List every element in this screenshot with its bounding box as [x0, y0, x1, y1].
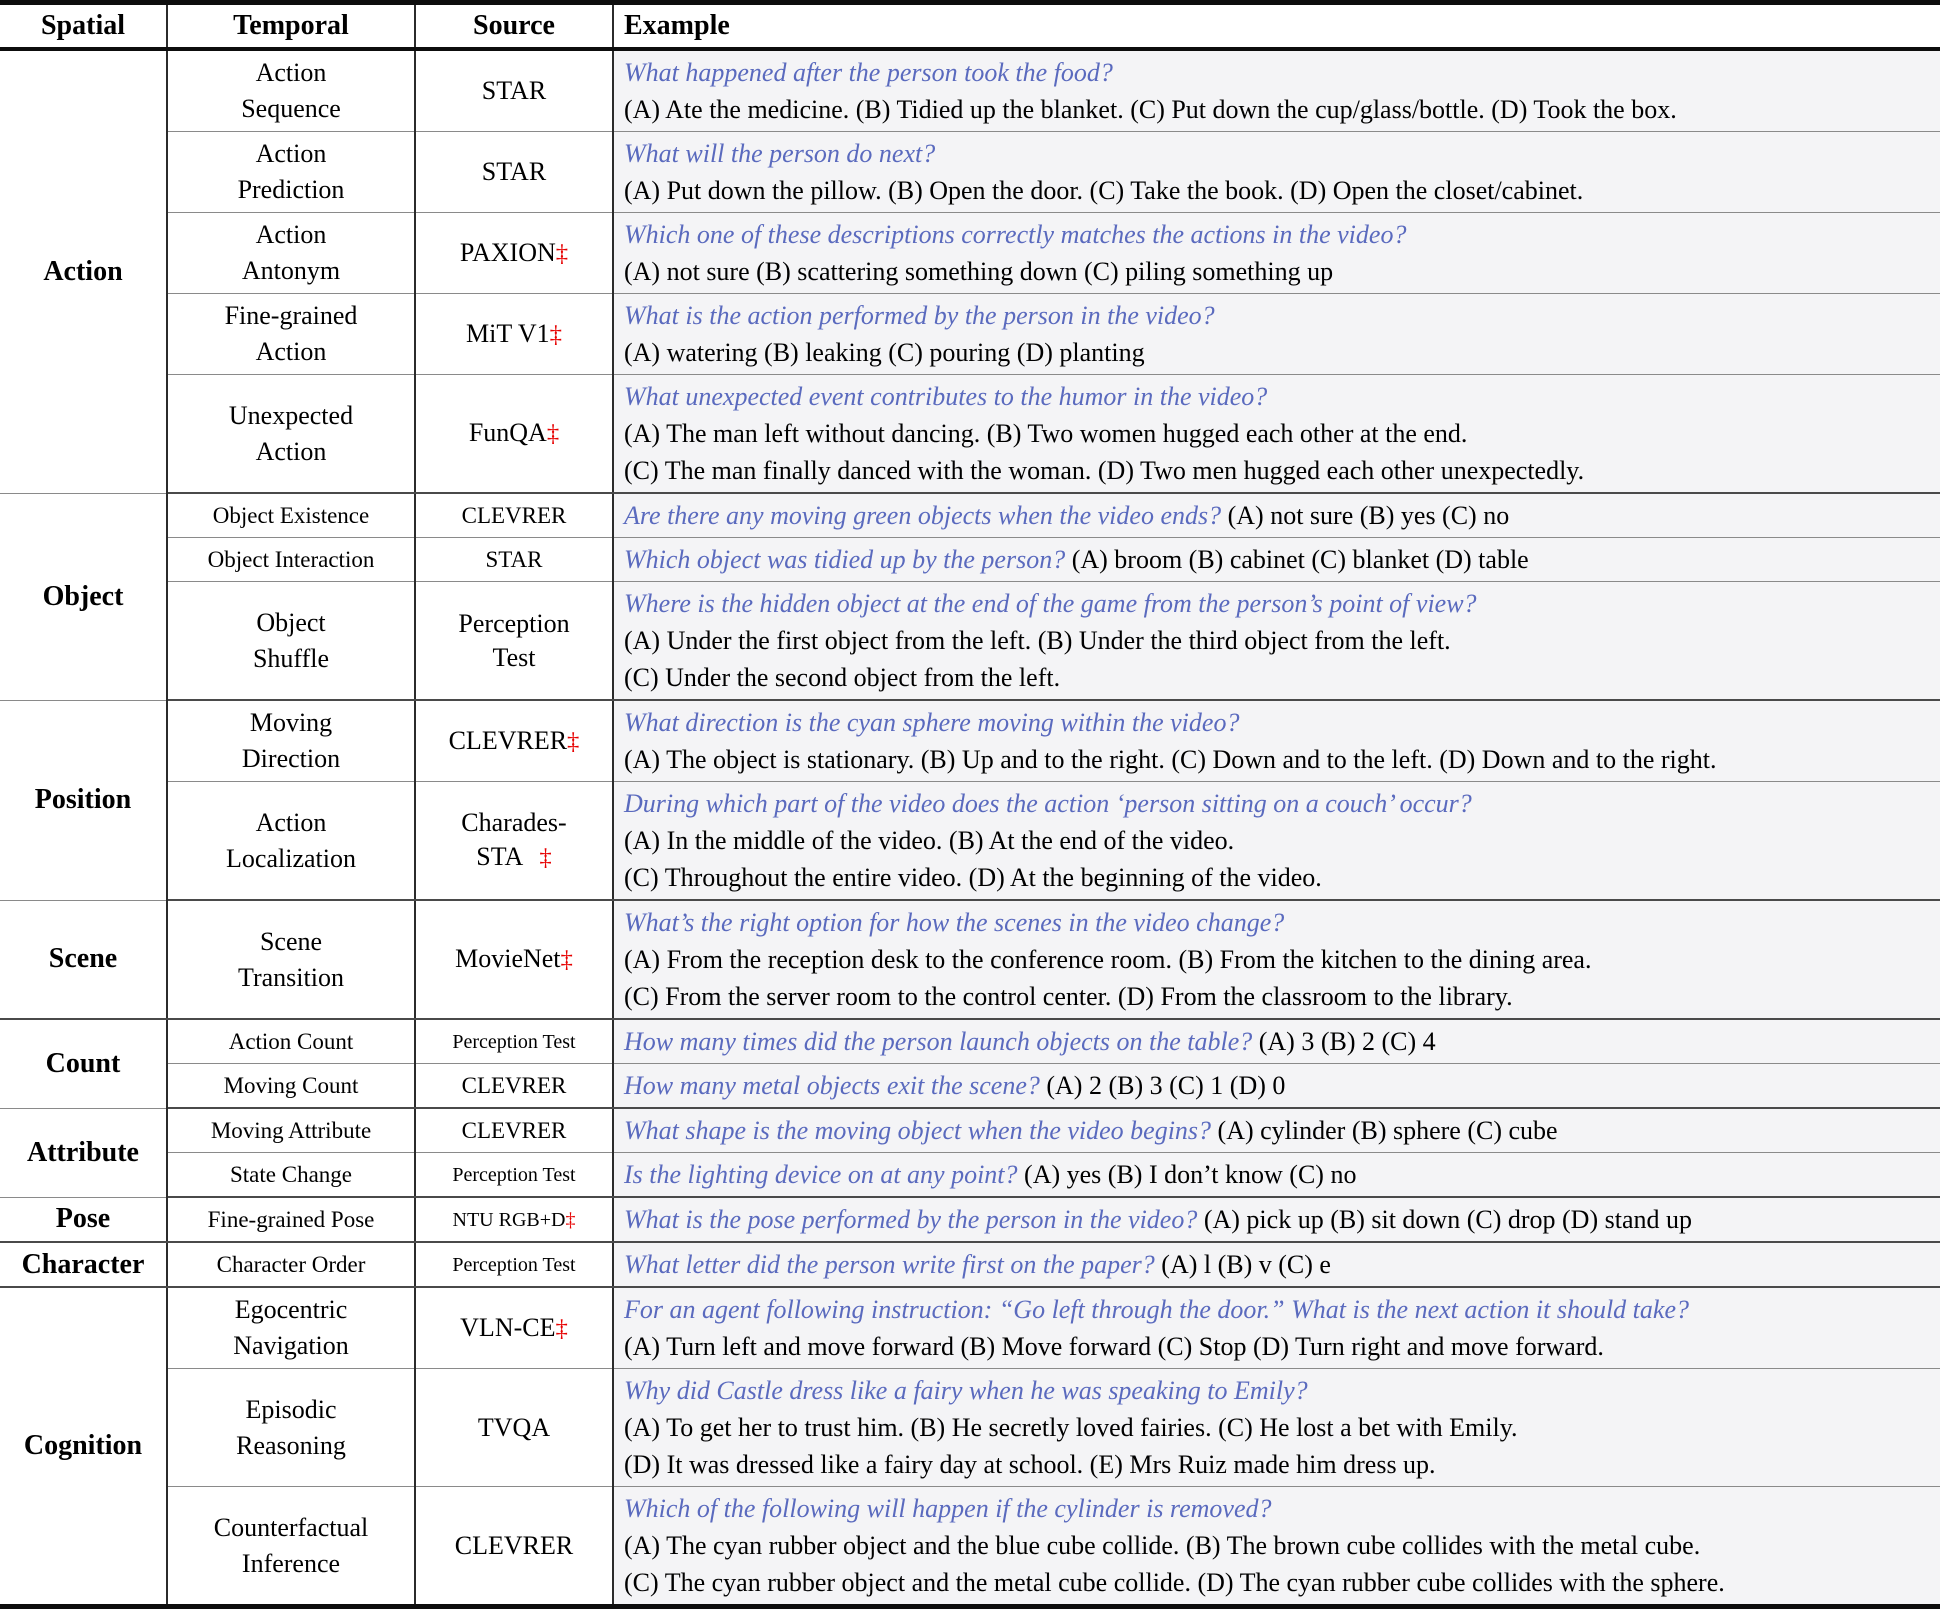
- answer-options: (A) pick up (B) sit down (C) drop (D) stand up: [1203, 1205, 1692, 1234]
- answer-options: (A) yes (B) I don’t know (C) no: [1024, 1160, 1357, 1189]
- temporal-label-line: Action Count: [228, 1028, 354, 1054]
- temporal-label-line: Action: [255, 807, 327, 837]
- temporal-cell: [167, 1108, 415, 1153]
- example-cell: [613, 538, 1940, 582]
- spatial-cell-scene: Scene: [0, 900, 167, 1019]
- temporal-label-line: Action: [255, 139, 327, 168]
- table-row: [0, 1242, 1940, 1287]
- source-name: Perception Test: [452, 1164, 576, 1186]
- answer-options: (D) It was dressed like a fairy day at school. (E) Mrs Ruiz made him dress up.: [624, 1450, 1436, 1479]
- source-cell: [415, 1108, 613, 1153]
- table-row: [0, 1153, 1940, 1198]
- table-row: [0, 582, 1940, 701]
- dagger-mark: ‡: [555, 239, 569, 267]
- example-cell: [613, 1019, 1940, 1064]
- example-cell: [613, 1487, 1940, 1607]
- answer-options: (C) From the server room to the control center. (D) From the classroom to the library.: [624, 982, 1513, 1011]
- question-text: How many metal objects exit the scene?: [624, 1071, 1040, 1100]
- temporal-cell: [167, 1153, 415, 1198]
- temporal-label-line: Counterfactual: [213, 1512, 369, 1542]
- question-text: How many times did the person launch objects on the table?: [624, 1027, 1253, 1056]
- example-cell: [613, 1153, 1940, 1198]
- source-name: MovieNet: [455, 944, 561, 973]
- example-cell: [613, 782, 1940, 901]
- source-cell: [415, 493, 613, 538]
- temporal-label-line: Unexpected: [228, 400, 354, 430]
- question-text: Are there any moving green objects when the video ends?: [624, 501, 1222, 530]
- source-name: CLEVRER: [461, 1072, 567, 1098]
- answer-options: (A) Ate the medicine. (B) Tidied up the blanket. (C) Put down the cup/glass/bottle. (D) Took the box.: [624, 95, 1677, 124]
- answer-options: (A) To get her to trust him. (B) He secretly loved fairies. (C) He lost a bet with Emily.: [624, 1413, 1518, 1442]
- temporal-label-line: Object Interaction: [207, 546, 375, 572]
- source-cell: [415, 782, 613, 901]
- table-row: [0, 294, 1940, 375]
- example-cell: [613, 1197, 1940, 1242]
- table-row: [0, 213, 1940, 294]
- temporal-cell: [167, 132, 415, 213]
- source-name: Perception Test: [452, 1254, 576, 1276]
- source-name: STAR: [481, 76, 547, 105]
- temporal-cell: [167, 1064, 415, 1109]
- source-name: CLEVRER: [454, 1530, 574, 1560]
- group-action: [0, 49, 1940, 493]
- spatial-cell-position: Position: [0, 700, 167, 900]
- source-cell: [415, 1064, 613, 1109]
- source-name: STAR: [481, 157, 547, 186]
- source-name: Charades-: [461, 808, 567, 837]
- answer-options: (A) The man left without dancing. (B) Two women hugged each other at the end.: [624, 419, 1468, 448]
- spatial-cell-attribute: Attribute: [0, 1108, 167, 1197]
- table-row: [0, 1108, 1940, 1153]
- temporal-cell: [167, 1197, 415, 1242]
- source-cell: [415, 1242, 613, 1287]
- source-cell: [415, 582, 613, 701]
- answer-options: (A) 2 (B) 3 (C) 1 (D) 0: [1046, 1071, 1286, 1100]
- question-text: Which of the following will happen if the cylinder is removed?: [624, 1494, 1272, 1523]
- source-name: CLEVRER: [461, 502, 567, 528]
- example-cell: [613, 1064, 1940, 1109]
- temporal-cell: [167, 1369, 415, 1487]
- source-cell: [415, 700, 613, 782]
- source-name: VLN-CE: [460, 1312, 556, 1342]
- col-header-temporal: Temporal: [167, 3, 415, 50]
- answer-options: (A) Under the first object from the left. (B) Under the third object from the left.: [624, 626, 1451, 655]
- answer-options: (C) The man finally danced with the woman. (D) Two men hugged each other unexpectedly.: [624, 456, 1585, 485]
- temporal-label-line: Moving Attribute: [210, 1117, 372, 1143]
- source-cell: [415, 294, 613, 375]
- source-cell: [415, 1369, 613, 1487]
- answer-options: (A) 3 (B) 2 (C) 4: [1258, 1027, 1436, 1056]
- dagger-mark: ‡: [549, 320, 562, 348]
- answer-options: (A) broom (B) cabinet (C) blanket (D) table: [1071, 545, 1529, 574]
- source-name: CLEVRER: [448, 725, 568, 755]
- table-row: [0, 1287, 1940, 1369]
- temporal-label-line: Inference: [241, 1548, 341, 1578]
- temporal-label-line: Fine-grained Pose: [207, 1206, 375, 1232]
- temporal-cell: [167, 493, 415, 538]
- question-text: Which one of these descriptions correctly matches the actions in the video?: [624, 220, 1407, 249]
- answer-options: (A) watering (B) leaking (C) pouring (D) planting: [624, 338, 1145, 367]
- temporal-cell: [167, 538, 415, 582]
- temporal-label-line: Action: [255, 436, 327, 466]
- temporal-label-line: Fine-grained: [224, 301, 358, 330]
- group-pose: [0, 1197, 1940, 1242]
- answer-options: (A) cylinder (B) sphere (C) cube: [1217, 1116, 1558, 1145]
- temporal-label-line: Prediction: [237, 175, 345, 204]
- col-header-spatial: Spatial: [0, 3, 167, 50]
- question-text: What direction is the cyan sphere moving within the video?: [624, 708, 1240, 737]
- source-cell: [415, 538, 613, 582]
- temporal-cell: [167, 1287, 415, 1369]
- spatial-cell-count: Count: [0, 1019, 167, 1108]
- answer-options: (A) l (B) v (C) e: [1161, 1250, 1331, 1279]
- temporal-label-line: Localization: [226, 843, 356, 873]
- example-cell: [613, 1287, 1940, 1369]
- group-attribute: [0, 1108, 1940, 1197]
- source-name: PAXION: [459, 237, 556, 267]
- col-header-example: Example: [613, 3, 1940, 50]
- temporal-cell: [167, 375, 415, 494]
- table-row: [0, 1369, 1940, 1487]
- example-cell: [613, 213, 1940, 294]
- temporal-cell: [167, 782, 415, 901]
- table-row: [0, 1487, 1940, 1607]
- table-row: [0, 538, 1940, 582]
- table-row: [0, 900, 1940, 1019]
- source-cell: [415, 1287, 613, 1369]
- example-cell: [613, 582, 1940, 701]
- source-name: NTU RGB+D: [452, 1209, 566, 1231]
- group-cognition: [0, 1287, 1940, 1607]
- group-object: [0, 493, 1940, 700]
- temporal-label-line: Sequence: [241, 94, 341, 123]
- dagger-mark: ‡: [555, 1314, 568, 1342]
- temporal-label-line: Object Existence: [212, 502, 370, 528]
- table-row: [0, 132, 1940, 213]
- answer-options: (A) not sure (B) yes (C) no: [1227, 501, 1510, 530]
- source-cell: [415, 1019, 613, 1064]
- example-cell: [613, 1369, 1940, 1487]
- source-name: STAR: [485, 546, 543, 572]
- question-text: Which object was tidied up by the person?: [624, 545, 1066, 574]
- answer-options: (A) not sure (B) scattering something down (C) piling something up: [624, 257, 1334, 286]
- dagger-mark: ‡: [567, 727, 580, 755]
- question-text: Is the lighting device on at any point?: [624, 1160, 1018, 1189]
- temporal-cell: [167, 49, 415, 132]
- temporal-label-line: Action: [255, 220, 327, 249]
- source-cell: [415, 1487, 613, 1607]
- question-text: What letter did the person write first on the paper?: [624, 1250, 1155, 1279]
- question-text: What unexpected event contributes to the humor in the video?: [624, 382, 1268, 411]
- example-cell: [613, 1108, 1940, 1153]
- temporal-label-line: Action: [255, 58, 327, 87]
- temporal-label-line: Action: [255, 337, 327, 366]
- temporal-cell: [167, 213, 415, 294]
- question-text: What is the pose performed by the person in the video?: [624, 1205, 1198, 1234]
- source-name: Perception Test: [452, 1031, 576, 1053]
- temporal-label-line: Transition: [238, 962, 344, 992]
- temporal-label-line: Egocentric: [234, 1295, 348, 1324]
- example-cell: [613, 132, 1940, 213]
- temporal-label-line: State Change: [230, 1161, 352, 1187]
- answer-options: (A) Put down the pillow. (B) Open the door. (C) Take the book. (D) Open the closet/cabinet.: [624, 176, 1584, 205]
- question-text: What is the action performed by the person in the video?: [624, 301, 1215, 330]
- temporal-label-line: Direction: [241, 744, 341, 773]
- table-row: [0, 782, 1940, 901]
- temporal-label-line: Shuffle: [252, 643, 330, 673]
- source-name: FunQA: [468, 418, 547, 447]
- dagger-mark: ‡: [539, 844, 552, 871]
- table-row: [0, 493, 1940, 538]
- question-text: What shape is the moving object when the video begins?: [624, 1116, 1212, 1145]
- question-text: For an agent following instruction: “Go left through the door.” What is the next action it should take?: [624, 1295, 1689, 1324]
- col-header-source: Source: [415, 3, 613, 50]
- temporal-label-line: Reasoning: [236, 1430, 346, 1460]
- example-cell: [613, 700, 1940, 782]
- spatial-cell-cognition: Cognition: [0, 1287, 167, 1607]
- answer-options: (C) The cyan rubber object and the metal cube collide. (D) The cyan rubber cube collides with the sphere.: [624, 1568, 1725, 1597]
- source-cell: [415, 1197, 613, 1242]
- source-cell: [415, 213, 613, 294]
- temporal-label-line: Navigation: [233, 1331, 349, 1360]
- example-cell: [613, 493, 1940, 538]
- source-cell: [415, 49, 613, 132]
- source-name: Perception: [458, 608, 570, 638]
- temporal-cell: [167, 900, 415, 1019]
- example-cell: [613, 1242, 1940, 1287]
- spatial-cell-character: Character: [0, 1242, 167, 1287]
- group-position: [0, 700, 1940, 900]
- answer-options: (A) In the middle of the video. (B) At the end of the video.: [624, 826, 1235, 855]
- question-text: Where is the hidden object at the end of the game from the person’s point of view?: [624, 589, 1477, 618]
- source-name: CLEVRER: [461, 1117, 567, 1143]
- question-text: What’s the right option for how the scenes in the video change?: [624, 908, 1285, 937]
- header-row: [0, 3, 1940, 50]
- example-cell: [613, 375, 1940, 494]
- temporal-label-line: Moving Count: [223, 1072, 359, 1098]
- answer-options: (C) Under the second object from the left.: [624, 663, 1061, 692]
- table-row: [0, 1019, 1940, 1064]
- spatial-cell-object: Object: [0, 493, 167, 700]
- temporal-cell: [167, 582, 415, 701]
- temporal-label-line: Episodic: [245, 1394, 337, 1424]
- temporal-label-line: Antonym: [241, 256, 341, 285]
- question-text: Why did Castle dress like a fairy when he was speaking to Emily?: [624, 1376, 1308, 1405]
- question-text: What will the person do next?: [624, 139, 936, 168]
- source-cell: [415, 375, 613, 494]
- source-name: MiT V1: [466, 318, 550, 348]
- table-row: [0, 1064, 1940, 1109]
- answer-options: (A) The object is stationary. (B) Up and to the right. (C) Down and to the left. (D) Down and to the right.: [624, 745, 1717, 774]
- temporal-cell: [167, 294, 415, 375]
- temporal-label-line: Object: [256, 607, 326, 637]
- temporal-cell: [167, 1242, 415, 1287]
- temporal-cell: [167, 1019, 415, 1064]
- table-row: [0, 375, 1940, 494]
- source-cell: [415, 900, 613, 1019]
- group-count: [0, 1019, 1940, 1108]
- table-row: [0, 1197, 1940, 1242]
- source-cell: [415, 132, 613, 213]
- temporal-cell: [167, 1487, 415, 1607]
- spatial-cell-pose: Pose: [0, 1197, 167, 1242]
- question-text: What happened after the person took the food?: [624, 58, 1113, 87]
- source-name: STA: [476, 842, 524, 871]
- answer-options: (A) The cyan rubber object and the blue cube collide. (B) The brown cube collides with the metal cube.: [624, 1531, 1701, 1560]
- dagger-mark: ‡: [560, 946, 573, 973]
- group-character: [0, 1242, 1940, 1287]
- temporal-cell: [167, 700, 415, 782]
- group-scene: [0, 900, 1940, 1019]
- answer-options: (A) From the reception desk to the conference room. (B) From the kitchen to the dining area.: [624, 945, 1592, 974]
- source-cell: [415, 1153, 613, 1198]
- source-name: Test: [492, 642, 536, 672]
- example-cell: [613, 49, 1940, 132]
- question-text: During which part of the video does the action ‘person sitting on a couch’ occur?: [624, 789, 1472, 818]
- dagger-mark: ‡: [565, 1209, 576, 1231]
- dagger-mark: ‡: [546, 420, 560, 447]
- temporal-label-line: Character Order: [216, 1251, 366, 1277]
- temporal-label-line: Moving: [249, 708, 333, 737]
- table-row: [0, 700, 1940, 782]
- spatial-cell-action: Action: [0, 49, 167, 493]
- example-cell: [613, 294, 1940, 375]
- answer-options: (A) Turn left and move forward (B) Move forward (C) Stop (D) Turn right and move forward.: [624, 1332, 1604, 1361]
- example-cell: [613, 900, 1940, 1019]
- temporal-label-line: Scene: [259, 926, 323, 956]
- source-name: TVQA: [477, 1412, 551, 1442]
- table-row: [0, 49, 1940, 132]
- answer-options: (C) Throughout the entire video. (D) At the beginning of the video.: [624, 863, 1322, 892]
